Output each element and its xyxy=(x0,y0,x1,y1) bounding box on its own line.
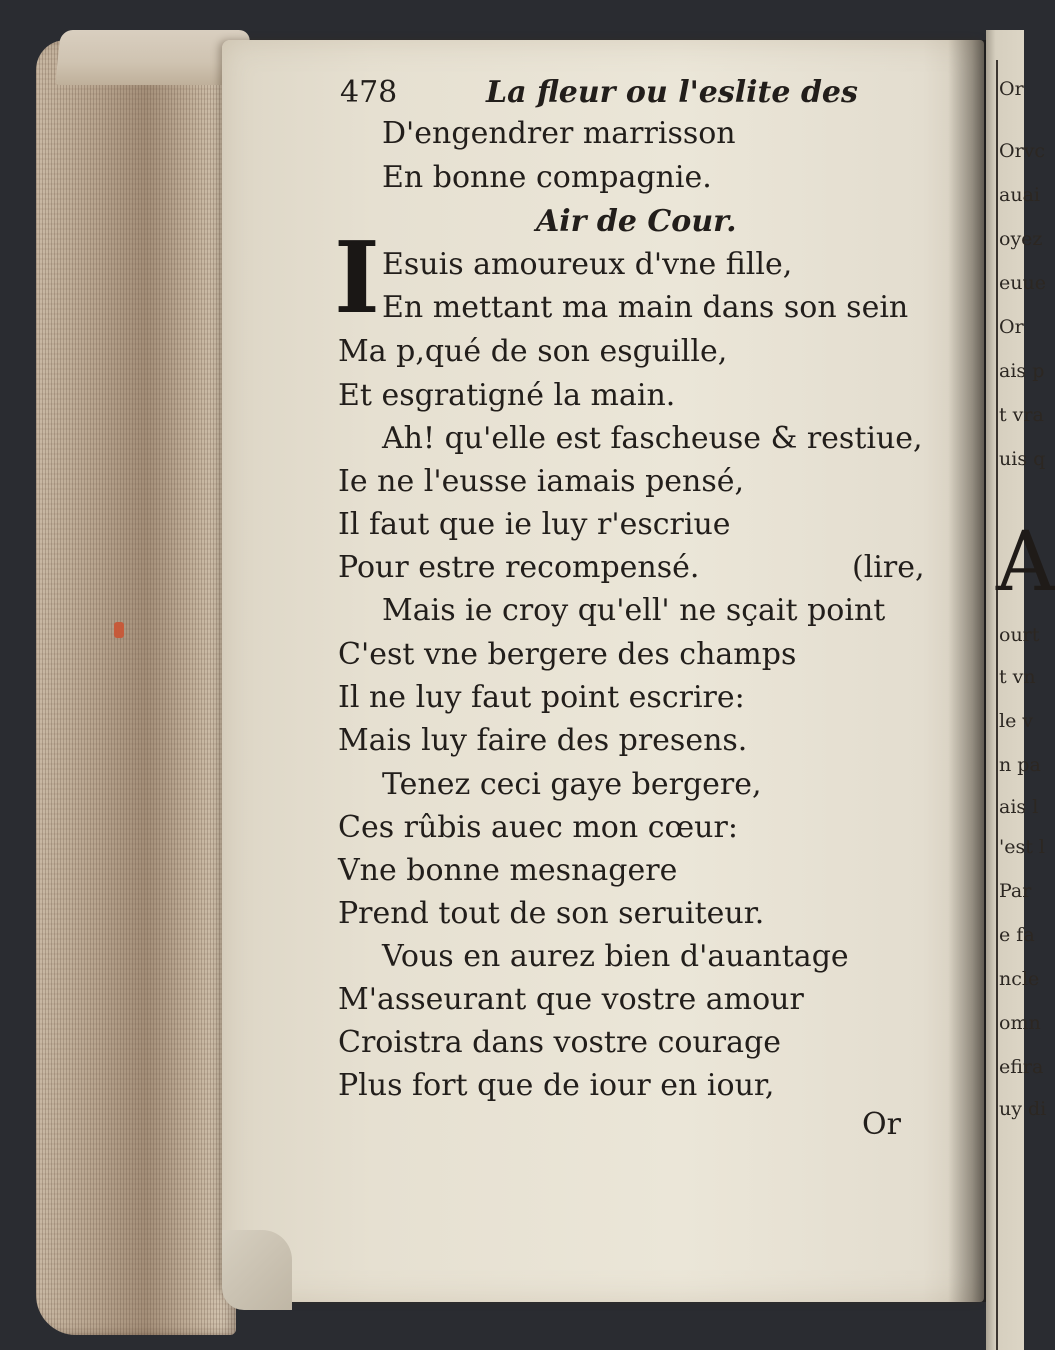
facing-fragment: ais l xyxy=(999,796,1039,818)
facing-fragment: auai xyxy=(999,184,1040,206)
gutter-shadow xyxy=(948,40,988,1302)
facing-fragment: Par xyxy=(999,880,1032,902)
verse-line: Ma p,qué de son esguille, xyxy=(338,334,728,369)
page-number: 478 xyxy=(340,75,398,110)
facing-fragment: Or xyxy=(999,316,1024,338)
facing-fragment: Orvc xyxy=(999,140,1046,162)
text-line: D'engendrer marrisson xyxy=(382,116,736,151)
catchword: Or xyxy=(862,1107,901,1142)
facing-fragment: Or xyxy=(999,78,1024,100)
verse-line-turnover: (lire, xyxy=(852,550,925,585)
facing-fragment: ncle xyxy=(999,968,1040,990)
facing-fragment: t vn xyxy=(999,666,1036,688)
facing-fragment: ourt xyxy=(999,624,1040,646)
verse-line: Pour estre recompensé. xyxy=(338,550,700,585)
facing-fragment: omn xyxy=(999,1012,1041,1034)
page-edges xyxy=(36,40,236,1335)
facing-fragment: t vra xyxy=(999,404,1044,426)
verse-line: Croistra dans vostre courage xyxy=(338,1025,781,1060)
verse-line: Ces rûbis auec mon cœur: xyxy=(338,810,738,845)
verse-line: Mais ie croy qu'ell' ne sçait point xyxy=(382,593,886,628)
facing-fragment: 'est l xyxy=(999,836,1045,858)
verse-line: C'est vne bergere des champs xyxy=(338,637,797,672)
facing-fragment: efira xyxy=(999,1056,1044,1078)
facing-fragment: oyez xyxy=(999,228,1043,250)
song-title: Air de Cour. xyxy=(536,204,737,239)
facing-fragment: euue xyxy=(999,272,1046,294)
facing-fragment: n pa xyxy=(999,754,1041,776)
facing-fragment: e fa xyxy=(999,924,1035,946)
verse-line: Il ne luy faut point escrire: xyxy=(338,680,745,715)
verse-line: Esuis amoureux d'vne fille, xyxy=(382,247,793,282)
facing-fragment: uis q xyxy=(999,448,1046,470)
verse-line: Ah! qu'elle est fascheuse & restiue, xyxy=(382,421,923,456)
verse-line: M'asseurant que vostre amour xyxy=(338,982,804,1017)
verse-line: Tenez ceci gaye bergere, xyxy=(382,767,762,802)
verse-line: Vne bonne mesnagere xyxy=(338,853,678,888)
facing-fragment: ais p xyxy=(999,360,1045,382)
verse-line: Prend tout de son seruiteur. xyxy=(338,896,765,931)
verse-line: Il faut que ie luy r'escriue xyxy=(338,507,731,542)
verse-line: Et esgratigné la main. xyxy=(338,378,676,413)
drop-cap: I xyxy=(334,221,380,336)
running-title: La fleur ou l'eslite des xyxy=(486,75,858,110)
verse-line: Plus fort que de iour en iour, xyxy=(338,1068,775,1103)
facing-page xyxy=(986,30,1055,1350)
verse-line: Vous en aurez bien d'auantage xyxy=(382,939,849,974)
page-corner-fold xyxy=(222,1230,292,1310)
facing-drop-cap: A xyxy=(996,515,1055,610)
facing-page-rule xyxy=(996,60,998,1350)
verse-line: En mettant ma main dans son sein xyxy=(382,290,909,325)
facing-fragment: le v xyxy=(999,710,1034,732)
facing-fragment: uy di xyxy=(999,1098,1047,1120)
verse-line: Mais luy faire des presens. xyxy=(338,723,748,758)
text-line: En bonne compagnie. xyxy=(382,160,712,195)
red-stain xyxy=(114,622,124,638)
verse-line: Ie ne l'eusse iamais pensé, xyxy=(338,464,745,499)
